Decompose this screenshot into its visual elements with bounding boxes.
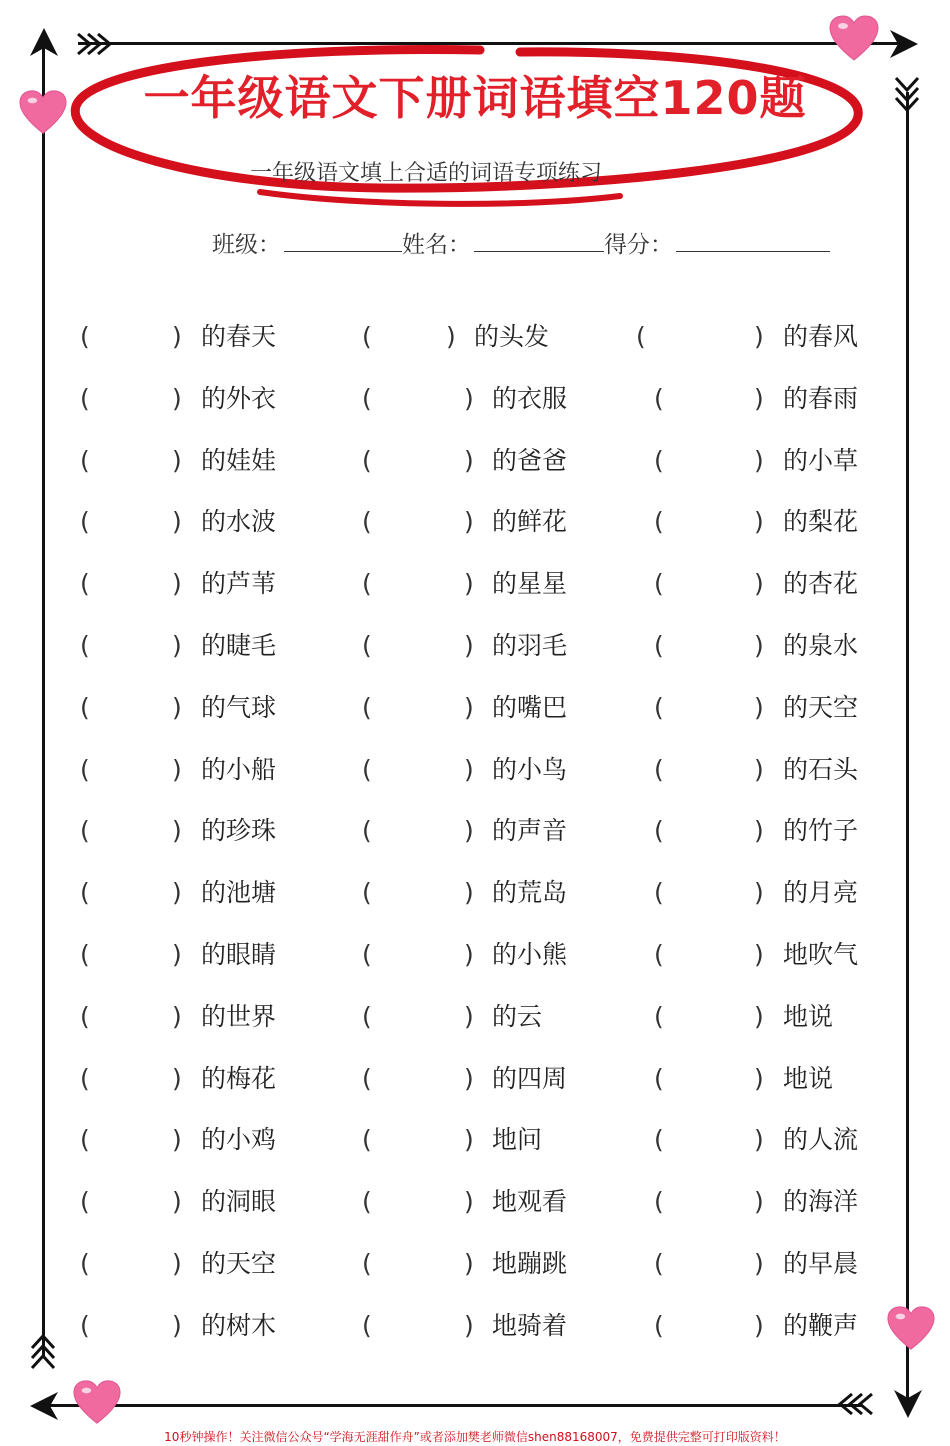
word-item: 的嘴巴 xyxy=(492,692,568,722)
word-item: 的眼睛 xyxy=(201,940,277,969)
word-item: 的海洋 xyxy=(783,1187,859,1217)
word-item: 的小船 xyxy=(201,754,277,784)
word-item: 的梨花 xyxy=(783,507,859,537)
answer-blank[interactable] xyxy=(376,1059,460,1099)
close-paren: ) xyxy=(464,1187,474,1217)
close-paren: ) xyxy=(172,940,182,969)
close-paren: ) xyxy=(172,878,182,908)
close-paren: ) xyxy=(172,383,182,413)
open-paren: ( xyxy=(80,322,90,351)
word-item: 的早晨 xyxy=(783,1249,859,1278)
exercise-row xyxy=(0,379,950,419)
close-paren: ) xyxy=(172,816,182,846)
arrow-right-icon xyxy=(884,26,920,62)
class-label: 班级： xyxy=(212,232,281,258)
open-paren: ( xyxy=(80,816,90,846)
close-paren: ) xyxy=(754,631,764,660)
answer-blank[interactable] xyxy=(376,379,460,419)
close-paren: ) xyxy=(172,1310,182,1340)
exercise-row xyxy=(0,873,950,913)
open-paren: ( xyxy=(654,1001,664,1031)
answer-blank[interactable] xyxy=(668,564,750,604)
answer-blank[interactable] xyxy=(94,997,168,1037)
answer-blank[interactable] xyxy=(668,441,750,481)
answer-blank[interactable] xyxy=(668,688,750,728)
open-paren: ( xyxy=(654,754,664,784)
answer-blank[interactable] xyxy=(376,811,460,851)
word-item: 地骑着 xyxy=(492,1310,568,1340)
close-paren: ) xyxy=(464,692,474,722)
close-paren: ) xyxy=(754,754,764,784)
word-item: 的梅花 xyxy=(201,1063,277,1093)
close-paren: ) xyxy=(754,816,764,846)
word-item: 的春风 xyxy=(783,322,859,351)
open-paren: ( xyxy=(80,754,90,784)
open-paren: ( xyxy=(80,1249,90,1278)
close-paren: ) xyxy=(754,322,764,351)
open-paren: ( xyxy=(654,631,664,660)
close-paren: ) xyxy=(754,445,764,475)
score-label: 得分： xyxy=(604,232,673,258)
exercise-row xyxy=(0,1306,950,1346)
word-item: 的娃娃 xyxy=(201,445,277,475)
exercise-row xyxy=(0,317,950,357)
open-paren: ( xyxy=(362,940,372,969)
word-item: 的竹子 xyxy=(783,816,859,846)
open-paren: ( xyxy=(80,1001,90,1031)
open-paren: ( xyxy=(654,940,664,969)
open-paren: ( xyxy=(80,507,90,537)
open-paren: ( xyxy=(654,383,664,413)
word-item: 的天空 xyxy=(201,1249,277,1278)
answer-blank[interactable] xyxy=(94,1059,168,1099)
close-paren: ) xyxy=(172,754,182,784)
feather-bottom-icon xyxy=(834,1390,874,1418)
answer-blank[interactable] xyxy=(668,502,750,542)
open-paren: ( xyxy=(654,569,664,599)
word-item: 地观看 xyxy=(492,1187,568,1217)
word-item: 的小熊 xyxy=(492,940,568,969)
answer-blank[interactable] xyxy=(376,564,460,604)
open-paren: ( xyxy=(362,816,372,846)
exercise-row xyxy=(0,441,950,481)
answer-blank[interactable] xyxy=(94,1306,168,1346)
word-item: 的羽毛 xyxy=(492,631,568,660)
exercise-row xyxy=(0,1182,950,1222)
answer-blank[interactable] xyxy=(668,626,750,666)
word-item: 的树木 xyxy=(201,1310,277,1340)
answer-blank[interactable] xyxy=(94,688,168,728)
word-item: 地说 xyxy=(783,1001,834,1031)
open-paren: ( xyxy=(362,754,372,784)
exercise-row xyxy=(0,1244,950,1284)
word-item: 的声音 xyxy=(492,816,568,846)
answer-blank[interactable] xyxy=(94,441,168,481)
close-paren: ) xyxy=(464,1249,474,1278)
answer-blank[interactable] xyxy=(376,935,460,975)
page-subtitle: 一年级语文填上合适的词语专项练习 xyxy=(250,161,603,186)
close-paren: ) xyxy=(464,940,474,969)
arrow-up-icon xyxy=(26,26,62,60)
word-item: 的云 xyxy=(492,1001,543,1031)
word-item: 的春天 xyxy=(201,322,277,351)
word-item: 的水波 xyxy=(201,507,277,537)
word-item: 的池塘 xyxy=(201,878,277,908)
page-title: 一年级语文下册词语填空120题 xyxy=(143,71,807,125)
word-item: 的外衣 xyxy=(201,383,277,413)
open-paren: ( xyxy=(80,445,90,475)
exercise-row xyxy=(0,1059,950,1099)
close-paren: ) xyxy=(464,1063,474,1093)
close-paren: ) xyxy=(464,383,474,413)
open-paren: ( xyxy=(362,878,372,908)
close-paren: ) xyxy=(754,1063,764,1093)
open-paren: ( xyxy=(654,1125,664,1155)
word-item: 的睫毛 xyxy=(201,631,277,660)
exercise-row xyxy=(0,750,950,790)
close-paren: ) xyxy=(754,1125,764,1155)
open-paren: ( xyxy=(362,1310,372,1340)
word-item: 的四周 xyxy=(492,1063,568,1093)
exercise-row xyxy=(0,997,950,1037)
open-paren: ( xyxy=(362,569,372,599)
close-paren: ) xyxy=(172,445,182,475)
answer-blank[interactable] xyxy=(668,873,750,913)
word-item: 地蹦跳 xyxy=(492,1249,568,1278)
class-blank[interactable] xyxy=(284,251,402,252)
answer-blank[interactable] xyxy=(376,441,460,481)
answer-blank[interactable] xyxy=(376,317,442,357)
word-item: 的鲜花 xyxy=(492,507,568,537)
frame-right-line xyxy=(906,92,909,1402)
word-item: 地吹气 xyxy=(783,940,859,969)
open-paren: ( xyxy=(654,816,664,846)
answer-blank[interactable] xyxy=(94,564,168,604)
word-item: 地说 xyxy=(783,1063,834,1093)
open-paren: ( xyxy=(654,1187,664,1217)
exercise-row xyxy=(0,564,950,604)
close-paren: ) xyxy=(172,1125,182,1155)
close-paren: ) xyxy=(464,754,474,784)
open-paren: ( xyxy=(362,1187,372,1217)
arrow-left-icon xyxy=(28,1388,64,1424)
answer-blank[interactable] xyxy=(668,379,750,419)
word-item: 的杏花 xyxy=(783,569,859,599)
answer-blank[interactable] xyxy=(376,688,460,728)
answer-blank[interactable] xyxy=(376,626,460,666)
answer-blank[interactable] xyxy=(668,1182,750,1222)
answer-blank[interactable] xyxy=(94,317,168,357)
answer-blank[interactable] xyxy=(376,873,460,913)
close-paren: ) xyxy=(172,1063,182,1093)
open-paren: ( xyxy=(654,878,664,908)
answer-blank[interactable] xyxy=(94,811,168,851)
name-label: 姓名： xyxy=(402,232,471,258)
word-item: 的衣服 xyxy=(492,383,568,413)
close-paren: ) xyxy=(754,1249,764,1278)
open-paren: ( xyxy=(654,1063,664,1093)
word-item: 的春雨 xyxy=(783,383,859,413)
answer-blank[interactable] xyxy=(668,1059,750,1099)
close-paren: ) xyxy=(172,631,182,660)
answer-blank[interactable] xyxy=(668,1306,750,1346)
close-paren: ) xyxy=(754,940,764,969)
exercise-row xyxy=(0,935,950,975)
footer-note: 10秒钟操作！关注微信公众号“学海无涯甜作舟”或者添加樊老师微信shen88168007，免费提供完整可打印版资料！ xyxy=(164,1430,786,1444)
close-paren: ) xyxy=(464,1310,474,1340)
answer-blank[interactable] xyxy=(668,750,750,790)
answer-blank[interactable] xyxy=(376,502,460,542)
close-paren: ) xyxy=(172,1001,182,1031)
open-paren: ( xyxy=(362,383,372,413)
open-paren: ( xyxy=(362,507,372,537)
word-item: 的小鸡 xyxy=(201,1125,277,1155)
open-paren: ( xyxy=(654,692,664,722)
exercise-row xyxy=(0,502,950,542)
open-paren: ( xyxy=(654,1249,664,1278)
open-paren: ( xyxy=(654,1310,664,1340)
score-blank[interactable] xyxy=(676,251,830,252)
open-paren: ( xyxy=(362,631,372,660)
close-paren: ) xyxy=(172,692,182,722)
open-paren: ( xyxy=(80,1063,90,1093)
close-paren: ) xyxy=(754,569,764,599)
heart-icon xyxy=(72,1378,122,1428)
open-paren: ( xyxy=(362,1001,372,1031)
answer-blank[interactable] xyxy=(94,1244,168,1284)
frame-bottom-line xyxy=(42,1404,862,1407)
open-paren: ( xyxy=(362,1063,372,1093)
answer-blank[interactable] xyxy=(668,1120,750,1160)
open-paren: ( xyxy=(654,507,664,537)
answer-blank[interactable] xyxy=(94,379,168,419)
open-paren: ( xyxy=(362,692,372,722)
close-paren: ) xyxy=(464,1001,474,1031)
answer-blank[interactable] xyxy=(94,873,168,913)
close-paren: ) xyxy=(464,1125,474,1155)
open-paren: ( xyxy=(80,569,90,599)
answer-blank[interactable] xyxy=(650,317,750,357)
word-item: 的气球 xyxy=(201,692,277,722)
open-paren: ( xyxy=(362,1125,372,1155)
open-paren: ( xyxy=(80,383,90,413)
open-paren: ( xyxy=(636,322,646,351)
close-paren: ) xyxy=(754,1310,764,1340)
name-blank[interactable] xyxy=(474,251,604,252)
close-paren: ) xyxy=(446,322,456,351)
close-paren: ) xyxy=(754,878,764,908)
answer-blank[interactable] xyxy=(376,1306,460,1346)
open-paren: ( xyxy=(80,940,90,969)
answer-blank[interactable] xyxy=(668,811,750,851)
open-paren: ( xyxy=(80,631,90,660)
close-paren: ) xyxy=(172,1249,182,1278)
heart-icon xyxy=(886,1304,936,1354)
close-paren: ) xyxy=(754,692,764,722)
close-paren: ) xyxy=(464,878,474,908)
word-item: 的小鸟 xyxy=(492,754,568,784)
close-paren: ) xyxy=(754,1001,764,1031)
close-paren: ) xyxy=(464,445,474,475)
answer-blank[interactable] xyxy=(94,626,168,666)
answer-blank[interactable] xyxy=(376,1244,460,1284)
answer-blank[interactable] xyxy=(376,997,460,1037)
answer-blank[interactable] xyxy=(94,750,168,790)
close-paren: ) xyxy=(464,507,474,537)
word-item: 的珍珠 xyxy=(201,816,277,846)
exercise-row xyxy=(0,811,950,851)
close-paren: ) xyxy=(464,631,474,660)
word-item: 的天空 xyxy=(783,692,859,722)
answer-blank[interactable] xyxy=(668,935,750,975)
close-paren: ) xyxy=(172,1187,182,1217)
close-paren: ) xyxy=(172,569,182,599)
close-paren: ) xyxy=(464,569,474,599)
answer-blank[interactable] xyxy=(668,997,750,1037)
close-paren: ) xyxy=(172,507,182,537)
word-item: 的人流 xyxy=(783,1125,859,1155)
word-item: 的芦苇 xyxy=(201,569,277,599)
answer-blank[interactable] xyxy=(94,1120,168,1160)
close-paren: ) xyxy=(754,507,764,537)
open-paren: ( xyxy=(362,322,372,351)
exercise-row xyxy=(0,688,950,728)
open-paren: ( xyxy=(362,1249,372,1278)
word-item: 的洞眼 xyxy=(201,1187,277,1217)
word-item: 的石头 xyxy=(783,754,859,784)
arrow-down-icon xyxy=(890,1386,926,1420)
answer-blank[interactable] xyxy=(376,1120,460,1160)
close-paren: ) xyxy=(172,322,182,351)
open-paren: ( xyxy=(362,445,372,475)
word-item: 的星星 xyxy=(492,569,568,599)
answer-blank[interactable] xyxy=(94,502,168,542)
close-paren: ) xyxy=(754,1187,764,1217)
close-paren: ) xyxy=(754,383,764,413)
exercise-row xyxy=(0,1120,950,1160)
word-item: 的鞭声 xyxy=(783,1310,859,1340)
open-paren: ( xyxy=(80,1187,90,1217)
word-item: 的泉水 xyxy=(783,631,859,660)
word-item: 的月亮 xyxy=(783,878,859,908)
open-paren: ( xyxy=(80,692,90,722)
open-paren: ( xyxy=(80,1310,90,1340)
answer-blank[interactable] xyxy=(94,1182,168,1222)
word-item: 的头发 xyxy=(474,322,550,351)
answer-blank[interactable] xyxy=(668,1244,750,1284)
feather-left-icon xyxy=(28,1330,58,1370)
answer-blank[interactable] xyxy=(94,935,168,975)
open-paren: ( xyxy=(80,1125,90,1155)
word-item: 地问 xyxy=(492,1125,543,1155)
word-item: 的世界 xyxy=(201,1001,277,1031)
open-paren: ( xyxy=(80,878,90,908)
frame-left-line xyxy=(42,48,45,1358)
close-paren: ) xyxy=(464,816,474,846)
open-paren: ( xyxy=(654,445,664,475)
word-item: 的荒岛 xyxy=(492,878,568,908)
word-item: 的小草 xyxy=(783,445,859,475)
word-item: 的爸爸 xyxy=(492,445,568,475)
answer-blank[interactable] xyxy=(376,750,460,790)
exercise-row xyxy=(0,626,950,666)
answer-blank[interactable] xyxy=(376,1182,460,1222)
